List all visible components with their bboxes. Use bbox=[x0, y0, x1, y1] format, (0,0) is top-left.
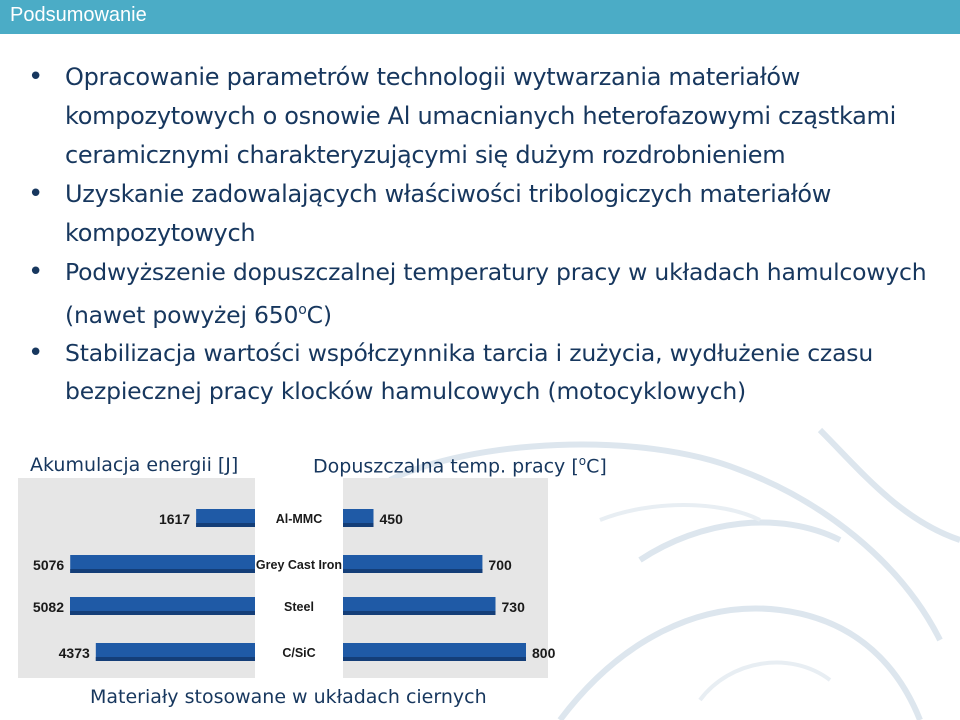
temperature-value-label: 700 bbox=[488, 557, 512, 573]
energy-bar-shade bbox=[196, 523, 255, 527]
energy-value-label: 4373 bbox=[58, 645, 90, 661]
bullet-text: Podwyższenie dopuszczalnej temperatury pracy w układach hamulcowych (nawet powyżej 650 bbox=[65, 258, 927, 329]
bullet-superscript: o bbox=[298, 302, 307, 318]
energy-value-label: 5076 bbox=[33, 557, 65, 573]
energy-bar-shade bbox=[70, 569, 255, 573]
bullet-text: Stabilizacja wartości współczynnika tarcia i zużycia, wydłużenie czasu bezpiecznej pracy klocków hamulcowych (motocyklowych) bbox=[65, 338, 874, 405]
materials-chart bbox=[18, 478, 556, 678]
energy-value-label: 1617 bbox=[158, 511, 191, 527]
temperature-value-label: 730 bbox=[501, 599, 525, 615]
title-divider bbox=[0, 34, 960, 37]
energy-bar-shade bbox=[70, 611, 255, 615]
chart-caption-left: Akumulacja energii [J] bbox=[30, 454, 239, 476]
temperature-bar-shade bbox=[343, 523, 374, 527]
bullet-list bbox=[28, 58, 938, 410]
temperature-bar-shade bbox=[343, 611, 496, 615]
temperature-value-label: 800 bbox=[532, 645, 556, 661]
bullet-text-tail: C) bbox=[306, 300, 332, 329]
temperature-bar-shade bbox=[343, 569, 482, 573]
temperature-bar-shade bbox=[343, 657, 526, 661]
bullet-text: Opracowanie parametrów technologii wytwarzania materiałów kompozytowych o osnowie Al umacnianych heterofazowymi cząstkami ceramicznymi charakteryzującymi się dużym rozdrobnieniem bbox=[65, 63, 896, 169]
bullet-text: Uzyskanie zadowalających właściwości tribologiczych materiałów kompozytowych bbox=[65, 180, 832, 247]
slide-title: Podsumowanie bbox=[10, 4, 147, 26]
title-bar bbox=[0, 0, 960, 34]
chart-caption-right: Dopuszczalna temp. pracy [$^o$C] bbox=[313, 454, 607, 478]
category-label: Al-MMC bbox=[275, 512, 323, 526]
energy-value-label: 5082 bbox=[32, 599, 64, 615]
chart-canvas bbox=[18, 478, 556, 678]
bullet-item bbox=[28, 58, 938, 175]
bullet-item bbox=[28, 175, 938, 253]
bullet-item bbox=[28, 253, 938, 334]
category-label: Steel bbox=[284, 600, 314, 614]
category-label: C/SiC bbox=[282, 646, 316, 660]
bullet-item bbox=[28, 334, 938, 410]
chart-caption-bottom: Materiały stosowane w układach ciernych bbox=[90, 686, 487, 708]
category-label: Grey Cast Iron bbox=[255, 558, 343, 572]
energy-bar-shade bbox=[96, 657, 255, 661]
temperature-value-label: 450 bbox=[379, 511, 403, 527]
